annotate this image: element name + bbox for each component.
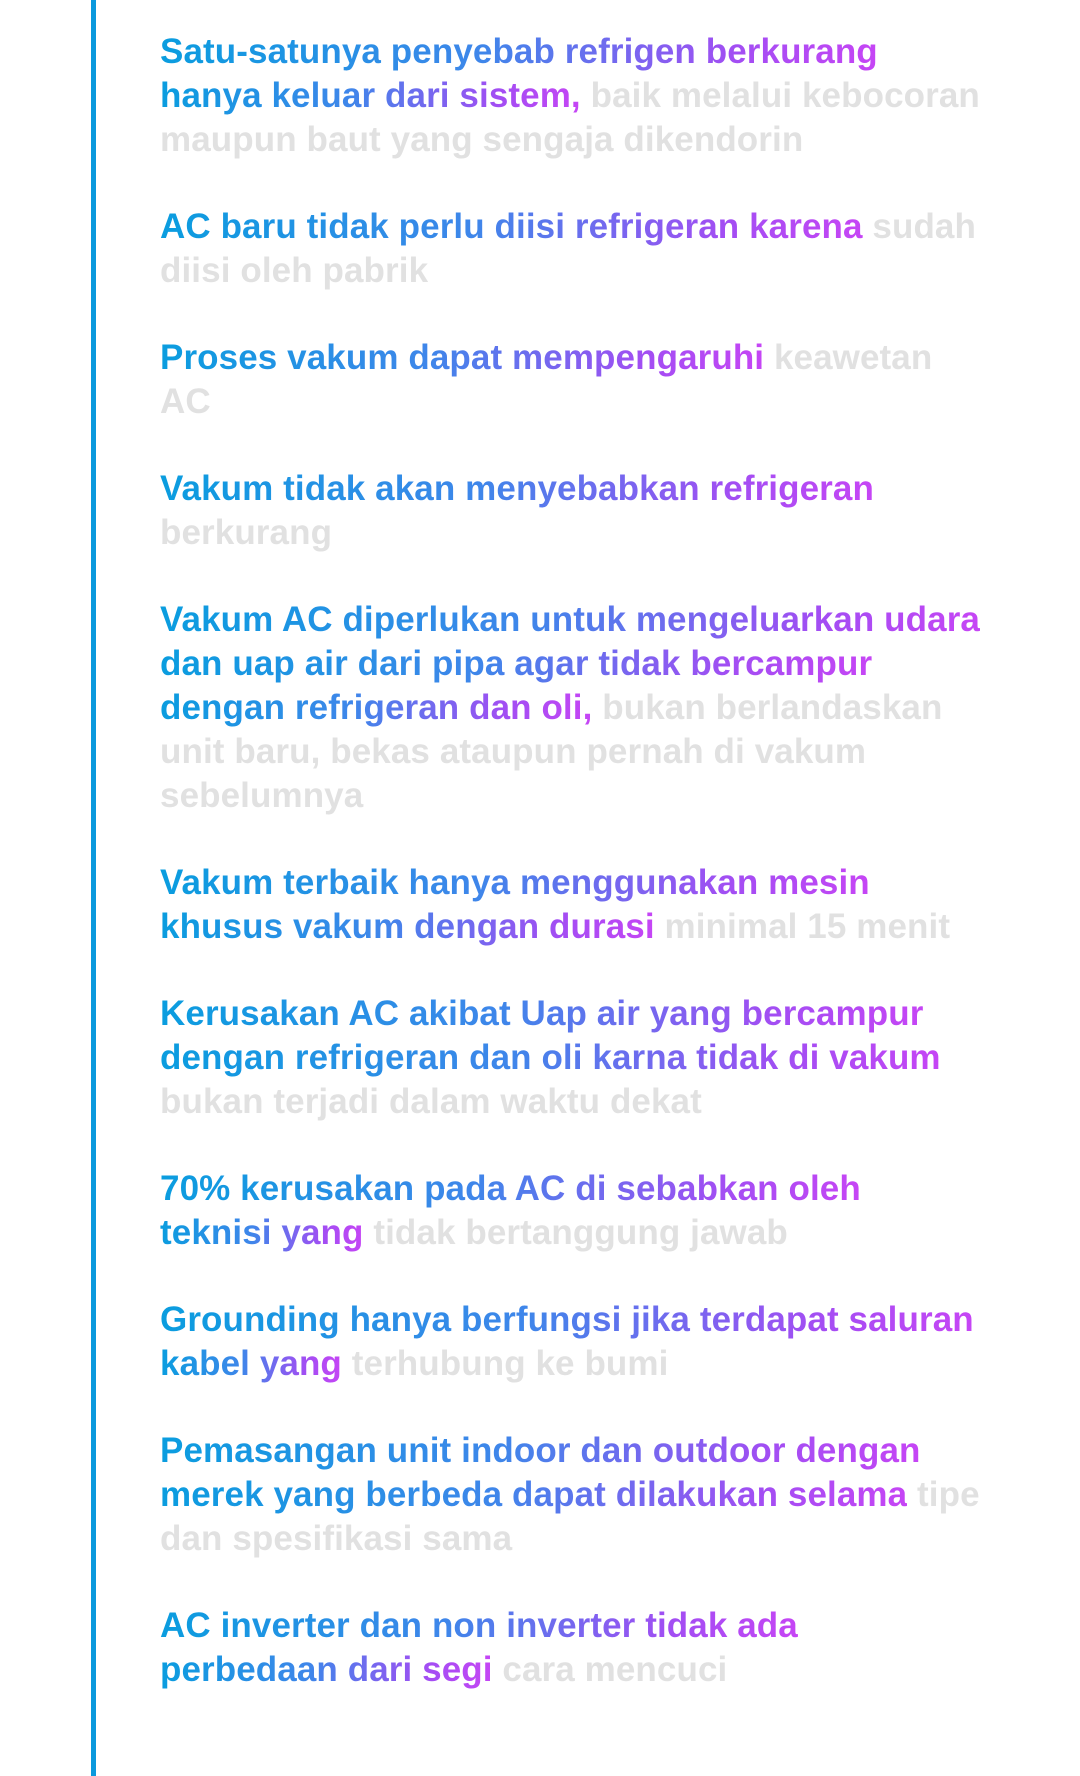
fact-item <box>160 336 980 424</box>
fact-rest: sudah diisi oleh pabrik <box>160 207 976 290</box>
timeline-bar <box>91 0 96 1776</box>
fact-rest: tidak bertanggung jawab <box>373 1213 788 1252</box>
fact-highlight: Satu-satunya penyebab refrigen berkurang hanya keluar dari sistem, <box>160 32 878 115</box>
fact-item <box>160 30 980 162</box>
fact-highlight: Vakum tidak akan menyebabkan refrigeran <box>160 469 874 508</box>
fact-rest: terhubung ke bumi <box>351 1344 669 1383</box>
fact-item <box>160 992 980 1124</box>
fact-rest: minimal 15 menit <box>664 907 951 946</box>
fact-item <box>160 467 980 555</box>
facts-list <box>160 30 980 1692</box>
fact-highlight: Vakum terbaik hanya menggunakan mesin khusus vakum dengan durasi <box>160 863 870 946</box>
fact-rest: berkurang <box>160 513 333 552</box>
fact-rest: bukan berlandaskan unit baru, bekas ataupun pernah di vakum sebelumnya <box>160 688 943 815</box>
fact-rest: tipe dan spesifikasi sama <box>160 1475 980 1558</box>
fact-item <box>160 1167 980 1255</box>
fact-item <box>160 861 980 949</box>
fact-item <box>160 205 980 293</box>
fact-rest: cara mencuci <box>502 1650 728 1689</box>
fact-rest: bukan terjadi dalam waktu dekat <box>160 1082 702 1121</box>
fact-highlight: Kerusakan AC akibat Uap air yang bercampur dengan refrigeran dan oli karna tidak di vakum <box>160 994 941 1077</box>
fact-highlight: Proses vakum dapat mempengaruhi <box>160 338 765 377</box>
fact-item <box>160 1298 980 1386</box>
fact-rest: baik melalui kebocoran maupun baut yang sengaja dikendorin <box>160 76 980 159</box>
fact-highlight: 70% kerusakan pada AC di sebabkan oleh teknisi yang <box>160 1169 861 1252</box>
fact-highlight: AC baru tidak perlu diisi refrigeran karena <box>160 207 863 246</box>
fact-item <box>160 1429 980 1561</box>
fact-item <box>160 598 980 818</box>
fact-rest: keawetan AC <box>160 338 933 421</box>
fact-highlight: Vakum AC diperlukan untuk mengeluarkan udara dan uap air dari pipa agar tidak bercampur dengan refrigeran dan oli, <box>160 600 980 727</box>
fact-highlight: Pemasangan unit indoor dan outdoor dengan merek yang berbeda dapat dilakukan selama <box>160 1431 921 1514</box>
fact-highlight: AC inverter dan non inverter tidak ada perbedaan dari segi <box>160 1606 798 1689</box>
fact-item <box>160 1604 980 1692</box>
fact-highlight: Grounding hanya berfungsi jika terdapat saluran kabel yang <box>160 1300 974 1383</box>
